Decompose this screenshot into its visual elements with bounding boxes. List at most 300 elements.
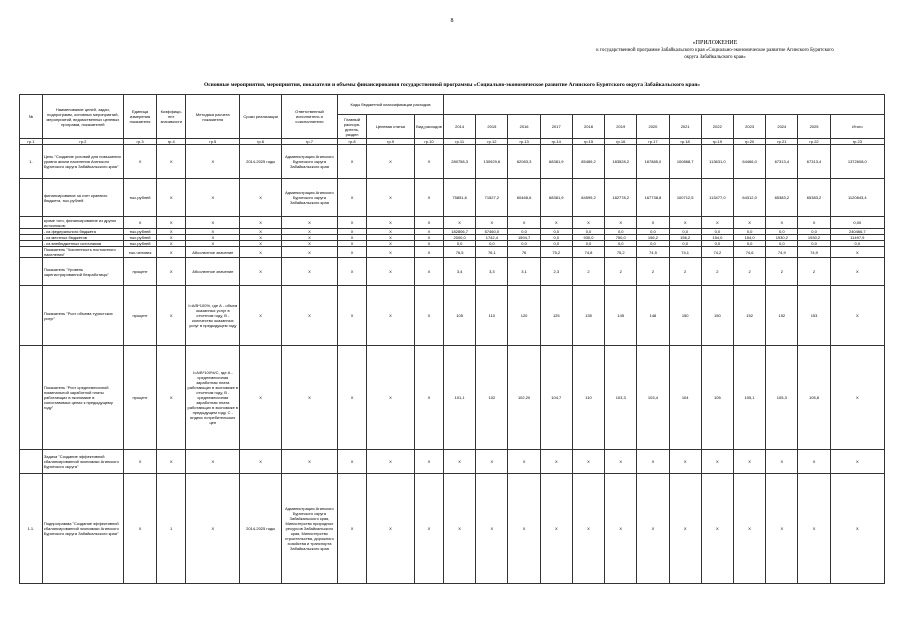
table-cell: 2,3 xyxy=(540,258,572,286)
table-cell: Х xyxy=(338,474,367,584)
table-cell: 1.1. xyxy=(20,474,43,584)
table-cell: 152 xyxy=(766,286,798,346)
table-cell: Х xyxy=(572,474,604,584)
column-number: гр.4 xyxy=(157,139,186,145)
table-cell: 156,2 xyxy=(637,235,669,241)
table-cell: Х xyxy=(367,450,415,474)
table-cell: 67313,4 xyxy=(798,145,830,179)
table-cell: 120 xyxy=(508,286,540,346)
table-cell: Х xyxy=(476,450,508,474)
header-year: 2014 xyxy=(444,115,476,139)
column-number: гр.20 xyxy=(733,139,765,145)
table-cell: Х xyxy=(123,217,156,229)
table-cell: Х xyxy=(281,450,337,474)
table-row xyxy=(20,247,885,258)
table-cell: кроме того, финансирование из других источников: xyxy=(42,217,123,229)
table-cell: Х xyxy=(338,346,367,450)
column-number: гр.5 xyxy=(186,139,240,145)
table-cell: Х xyxy=(444,474,476,584)
table-cell: Х xyxy=(338,258,367,286)
table-cell: Х xyxy=(367,229,415,235)
table-cell: 154,0 xyxy=(733,235,765,241)
table-cell: 0,0 xyxy=(733,229,765,235)
table-row xyxy=(20,474,885,584)
table-cell: Х xyxy=(338,145,367,179)
column-number: гр.22 xyxy=(798,139,830,145)
table-cell: процент xyxy=(123,286,156,346)
table-cell: тыс.рублей xyxy=(123,229,156,235)
table-cell: 0,0 xyxy=(540,235,572,241)
table-cell: 110 xyxy=(572,346,604,450)
table-cell: 930,0 xyxy=(572,235,604,241)
header-year: 2018 xyxy=(572,115,604,139)
table-cell: Х xyxy=(338,217,367,229)
table-cell: Х xyxy=(338,450,367,474)
table-cell: 0,0 xyxy=(733,241,765,247)
table-cell: Задача "Создание эффективной сбалансированной экономики Агинского Бурятского округа" xyxy=(42,450,123,474)
table-cell: 105,3 xyxy=(766,346,798,450)
table-cell: Х xyxy=(157,235,186,241)
table-cell: Х xyxy=(281,217,337,229)
table-cell: Показатель "Рост объема туристских услуг" xyxy=(42,286,123,346)
table-cell: 1120843,4 xyxy=(830,179,884,217)
table-cell: Х xyxy=(338,179,367,217)
table-cell: Х xyxy=(157,247,186,258)
table-cell: Х xyxy=(338,286,367,346)
table-cell: Х xyxy=(367,241,415,247)
table-cell: Х xyxy=(540,450,572,474)
table-cell: Х xyxy=(766,450,798,474)
table-cell: 68381,9 xyxy=(540,179,572,217)
header-year: 2024 xyxy=(766,115,798,139)
table-cell: Х xyxy=(240,217,282,229)
table-cell: 750,0 xyxy=(605,235,637,241)
table-cell: Х xyxy=(186,450,240,474)
table-cell: 2 xyxy=(669,258,701,286)
table-cell: 103,3 xyxy=(605,346,637,450)
table-cell: Х xyxy=(123,145,156,179)
table-cell: Х xyxy=(605,450,637,474)
table-cell xyxy=(20,286,43,346)
appendix-block xyxy=(560,40,870,61)
table-cell: 74,9 xyxy=(766,247,798,258)
table-cell: Х xyxy=(414,286,443,346)
table-cell: 0,0 xyxy=(572,241,604,247)
table-cell: Абсолютное значение xyxy=(186,247,240,258)
table-row xyxy=(20,145,885,179)
table-cell: Х xyxy=(240,258,282,286)
table-cell: 105,1 xyxy=(733,346,765,450)
table-cell xyxy=(20,247,43,258)
header-total: Итого xyxy=(830,115,884,139)
table-cell xyxy=(20,258,43,286)
table-cell: Х xyxy=(157,286,186,346)
table-cell: Х xyxy=(414,145,443,179)
table-cell: 100712,5 xyxy=(669,179,701,217)
table-cell: 1930,2 xyxy=(798,235,830,241)
table-cell: 65383,2 xyxy=(798,179,830,217)
table-cell: Х xyxy=(186,179,240,217)
column-number: гр.12 xyxy=(476,139,508,145)
table-cell: Х xyxy=(798,450,830,474)
table-cell: Х xyxy=(186,474,240,584)
table-cell: Х xyxy=(123,474,156,584)
table-cell: Х xyxy=(240,235,282,241)
header-responsible: Ответственный исполнитель и соисполнители xyxy=(281,95,337,139)
table-cell: Х xyxy=(572,217,604,229)
table-cell: Х xyxy=(733,474,765,584)
column-number: гр.1 xyxy=(20,139,43,145)
table-cell: 154,0 xyxy=(701,235,733,241)
table-cell: Х xyxy=(540,217,572,229)
column-number: гр.10 xyxy=(414,139,443,145)
table-cell: 0,0 xyxy=(798,241,830,247)
table-cell: 0,0 xyxy=(540,241,572,247)
table-cell: 2014-2025 годы xyxy=(240,474,282,584)
table-cell: 84599,2 xyxy=(572,179,604,217)
page-number: 8 xyxy=(450,18,454,24)
table-cell: Абсолютное значение xyxy=(186,258,240,286)
table-cell: 182778,2 xyxy=(605,179,637,217)
table-cell: Х xyxy=(281,235,337,241)
table-cell: процент xyxy=(123,258,156,286)
header-year: 2017 xyxy=(540,115,572,139)
table-cell: I=A/B*100%, где А - объем оказанных услуг в отчетном году, В - количество оказанных услуг в предыдущем году xyxy=(186,286,240,346)
header-year: 2021 xyxy=(669,115,701,139)
table-cell: 105,8 xyxy=(798,346,830,450)
table-cell: Х xyxy=(476,217,508,229)
header-term: Сроки реализации xyxy=(240,95,282,139)
table-cell: Х xyxy=(367,235,415,241)
table-cell: I=A/B*100%/C, где А - среднемесячная заработная плата работающих в экономике в отчетном году, В - среднемесячная заработная плата работающих в экономике в предыдущем году, С - индекс потребительских цен xyxy=(186,346,240,450)
table-cell: 1594,7 xyxy=(508,235,540,241)
table-cell: Х xyxy=(281,241,337,247)
table-cell: 100868,7 xyxy=(669,145,701,179)
table-cell: Х xyxy=(414,235,443,241)
column-number: гр.13 xyxy=(508,139,540,145)
table-cell: Х xyxy=(123,450,156,474)
table-cell: 102 xyxy=(476,346,508,450)
table-cell: Х xyxy=(240,346,282,450)
table-cell: - из местных бюджетов xyxy=(42,235,123,241)
table-cell: 156,2 xyxy=(669,235,701,241)
table-cell: Х xyxy=(414,450,443,474)
header-year: 2015 xyxy=(476,115,508,139)
table-cell: 3,3 xyxy=(476,258,508,286)
table-cell: Х xyxy=(157,179,186,217)
table-cell: 150 xyxy=(669,286,701,346)
table-cell: Администрация Агинского Бурятского округа Забайкальского края xyxy=(281,145,337,179)
table-cell: Х xyxy=(157,346,186,450)
table-cell: 103,4 xyxy=(637,346,669,450)
table-cell: Х xyxy=(414,241,443,247)
table-cell: Х xyxy=(830,258,884,286)
table-cell: Х xyxy=(572,450,604,474)
table-cell: процент xyxy=(123,346,156,450)
table-cell: Х xyxy=(669,217,701,229)
table-cell: 0,0 xyxy=(766,229,798,235)
table-cell: Х xyxy=(669,450,701,474)
table-cell: 167738,8 xyxy=(637,179,669,217)
table-cell: Х xyxy=(830,286,884,346)
table-cell xyxy=(20,450,43,474)
header-year: 2023 xyxy=(733,115,765,139)
table-cell: 0,0 xyxy=(669,241,701,247)
table-cell: Х xyxy=(766,217,798,229)
table-cell: 74,1 xyxy=(669,247,701,258)
table-cell: тыс.рублей xyxy=(123,241,156,247)
table-cell: Х xyxy=(830,474,884,584)
column-number: гр.23 xyxy=(830,139,884,145)
table-cell: 0,0 xyxy=(605,241,637,247)
table-cell: 2014-2025 годы xyxy=(240,145,282,179)
table-cell: 3,4 xyxy=(444,258,476,286)
table-cell: финансирование за счет краевого бюджета, тыс.рублей xyxy=(42,179,123,217)
column-number: гр.21 xyxy=(766,139,798,145)
column-number: гр.2 xyxy=(42,139,123,145)
table-cell: 2 xyxy=(605,258,637,286)
table-cell: 145 xyxy=(605,286,637,346)
table-cell: Показатель "Рост среднемесячной номинальной заработной платы работающих в экономике в сопоставимых ценах к предыдущему году" xyxy=(42,346,123,450)
table-cell: Х xyxy=(367,258,415,286)
table-cell: Х xyxy=(240,247,282,258)
table-cell: 2 xyxy=(572,258,604,286)
table-cell: 0,0 xyxy=(508,229,540,235)
table-cell: 74,6 xyxy=(733,247,765,258)
table-cell: 153 xyxy=(798,286,830,346)
header-year: 2019 xyxy=(605,115,637,139)
table-cell: Х xyxy=(367,179,415,217)
table-cell: Х xyxy=(240,179,282,217)
table-cell: Х xyxy=(798,217,830,229)
table-cell: 57460,0 xyxy=(476,229,508,235)
table-cell: Х xyxy=(186,235,240,241)
table-cell: Х xyxy=(367,247,415,258)
table-cell: 0,0 xyxy=(701,229,733,235)
header-num: № xyxy=(20,95,43,139)
column-number: гр.19 xyxy=(701,139,733,145)
table-cell: 102,20 xyxy=(508,346,540,450)
table-cell: Х xyxy=(605,474,637,584)
table-cell: 74,2 xyxy=(701,247,733,258)
document-title: Основные мероприятия, мероприятия, показатели и объемы финансирования государственной программы «Социально-экономическое развитие Агинского Бурятского округа Забайкальского края» xyxy=(203,82,701,88)
table-cell: тыс.человек xyxy=(123,247,156,258)
table-cell: тыс.рублей xyxy=(123,179,156,217)
table-cell: 0,00 xyxy=(830,217,884,229)
table-cell: Х xyxy=(186,145,240,179)
table-cell: 113631,0 xyxy=(701,145,733,179)
table-cell: Х xyxy=(281,229,337,235)
program-table xyxy=(19,94,885,584)
table-cell: 3,1 xyxy=(508,258,540,286)
table-cell: 85489,2 xyxy=(572,145,604,179)
table-cell: Х xyxy=(240,286,282,346)
table-cell: 101,1 xyxy=(444,346,476,450)
table-cell: 130929,6 xyxy=(476,145,508,179)
table-cell: Х xyxy=(733,217,765,229)
table-cell: Х xyxy=(414,258,443,286)
table-cell: Х xyxy=(186,241,240,247)
table-row xyxy=(20,217,885,229)
table-cell: Х xyxy=(281,286,337,346)
table-cell: Администрация Агинского Бурятского округа Забайкальского края, Министерство природных ресурсов Забайкальского края, Министерство строительства, дорожного хозяйства и транспорта Забайкальского края xyxy=(281,474,337,584)
table-cell: 2 xyxy=(733,258,765,286)
table-cell: 76 xyxy=(508,247,540,258)
table-cell: Х xyxy=(830,247,884,258)
table-cell: 105 xyxy=(701,346,733,450)
table-cell: 68381,9 xyxy=(540,145,572,179)
table-cell: Х xyxy=(367,346,415,450)
table-cell: Х xyxy=(766,474,798,584)
header-code-cs: Целевая статья xyxy=(367,115,415,139)
column-number: гр.17 xyxy=(637,139,669,145)
column-number: гр.7 xyxy=(281,139,337,145)
table-row xyxy=(20,450,885,474)
header-unit: Единица измерения показателя xyxy=(123,95,156,139)
table-cell: 2 xyxy=(798,258,830,286)
table-cell: 0,0 xyxy=(476,241,508,247)
table-cell: 2000,0 xyxy=(444,235,476,241)
table-cell: Х xyxy=(637,450,669,474)
table-cell: 2 xyxy=(637,258,669,286)
header-year: 2025 xyxy=(798,115,830,139)
table-cell: Х xyxy=(637,217,669,229)
appendix-heading: «ПРИЛОЖЕНИЕ xyxy=(692,40,738,46)
column-number: гр.3 xyxy=(123,139,156,145)
table-row xyxy=(20,346,885,450)
header-name: Наименование целей, задач, подпрограмм, основных мероприятий, мероприятий, ведомственных целевых программ, показателей xyxy=(42,95,123,139)
table-cell: 0,0 xyxy=(540,229,572,235)
table-cell: 1930,2 xyxy=(766,235,798,241)
table-cell: 183528,2 xyxy=(605,145,637,179)
table-cell: 74,9 xyxy=(798,247,830,258)
table-cell: 0,0 xyxy=(444,241,476,247)
header-codes: Коды бюджетной классификации расходов xyxy=(338,95,444,115)
table-cell: Х xyxy=(701,474,733,584)
table-row xyxy=(20,179,885,217)
column-number: гр.8 xyxy=(338,139,367,145)
column-number: гр.18 xyxy=(669,139,701,145)
table-cell: Х xyxy=(637,474,669,584)
table-cell: 182806,7 xyxy=(444,229,476,235)
header-code-vr: Вид расходов xyxy=(414,115,443,139)
table-cell: 0,0 xyxy=(637,229,669,235)
table-cell: 60468,6 xyxy=(508,179,540,217)
table-cell: 75,2 xyxy=(540,247,572,258)
table-cell: 1 xyxy=(157,474,186,584)
table-cell: Х xyxy=(540,474,572,584)
appendix-line-2: округа Забайкальского края» xyxy=(684,55,746,60)
column-number: гр.6 xyxy=(240,139,282,145)
table-cell: 67313,4 xyxy=(766,145,798,179)
table-cell: Х xyxy=(414,474,443,584)
table-cell: Х xyxy=(830,346,884,450)
header-method: Методика расчета показателя xyxy=(186,95,240,139)
table-cell: 0,0 xyxy=(798,229,830,235)
table-cell: Х xyxy=(240,241,282,247)
header-coef: Коэффици-ент значимости xyxy=(157,95,186,139)
table-cell: 75851,6 xyxy=(444,179,476,217)
table-cell: 76,1 xyxy=(476,247,508,258)
table-cell: 104,7 xyxy=(540,346,572,450)
table-cell: 64312,0 xyxy=(733,179,765,217)
table-cell: Х xyxy=(508,217,540,229)
table-cell xyxy=(20,346,43,450)
table-cell: 113477,0 xyxy=(701,179,733,217)
table-cell: Х xyxy=(157,229,186,235)
table-cell xyxy=(20,217,43,229)
table-cell: 74,8 xyxy=(572,247,604,258)
table-cell: Х xyxy=(367,145,415,179)
table-cell: 2 xyxy=(701,258,733,286)
table-cell: Х xyxy=(701,217,733,229)
table-cell: Х xyxy=(701,450,733,474)
table-cell: 75,2 xyxy=(605,247,637,258)
column-number: гр.16 xyxy=(605,139,637,145)
table-cell: 0,0 xyxy=(766,241,798,247)
table-cell: Х xyxy=(157,450,186,474)
table-cell: 167885,0 xyxy=(637,145,669,179)
table-cell: Х xyxy=(414,346,443,450)
table-cell: 152 xyxy=(733,286,765,346)
table-cell: 65383,2 xyxy=(766,179,798,217)
table-cell: Х xyxy=(240,450,282,474)
table-cell: Цель "Создание условий для повышения уровня жизни населения Агинского Бурятского округа Забайкальского края" xyxy=(42,145,123,179)
table-cell: Х xyxy=(186,229,240,235)
table-cell: Администрация Агинского Бурятского округа Забайкальского края xyxy=(281,179,337,217)
table-cell: Х xyxy=(186,217,240,229)
table-cell: 74,5 xyxy=(637,247,669,258)
table-row xyxy=(20,286,885,346)
table-cell: 280758,3 xyxy=(444,145,476,179)
table-cell: 76,5 xyxy=(444,247,476,258)
table-cell: Х xyxy=(240,229,282,235)
table-cell: Х xyxy=(830,450,884,474)
table-row xyxy=(20,258,885,286)
table-cell: Х xyxy=(157,145,186,179)
column-number: гр.14 xyxy=(540,139,572,145)
table-cell: Х xyxy=(338,241,367,247)
table-cell: 148 xyxy=(637,286,669,346)
table-cell: 150 xyxy=(701,286,733,346)
table-cell: 240466,7 xyxy=(830,229,884,235)
table-cell: 62083,3 xyxy=(508,145,540,179)
table-cell: Х xyxy=(414,179,443,217)
table-cell: Х xyxy=(414,247,443,258)
table-cell: Х xyxy=(281,346,337,450)
table-cell: 0,0 xyxy=(605,229,637,235)
column-number: гр.9 xyxy=(367,139,415,145)
table-cell: Х xyxy=(508,450,540,474)
table-cell: 0,0 xyxy=(637,241,669,247)
table-cell: Х xyxy=(367,286,415,346)
table-cell: Х xyxy=(444,450,476,474)
table-cell: 0,0 xyxy=(508,241,540,247)
table-cell: Х xyxy=(281,247,337,258)
table-cell: 1372608,0 xyxy=(830,145,884,179)
header-year: 2016 xyxy=(508,115,540,139)
table-cell: 64466,0 xyxy=(733,145,765,179)
column-number: гр.15 xyxy=(572,139,604,145)
header-year: 2022 xyxy=(701,115,733,139)
table-cell: Показатель "Уровень зарегистрированной безработицы" xyxy=(42,258,123,286)
table-cell: 135 xyxy=(572,286,604,346)
table-cell: 1742,4 xyxy=(476,235,508,241)
table-cell: Х xyxy=(508,474,540,584)
column-number: гр.11 xyxy=(444,139,476,145)
table-cell: тыс.рублей xyxy=(123,235,156,241)
table-cell: 1. xyxy=(20,145,43,179)
